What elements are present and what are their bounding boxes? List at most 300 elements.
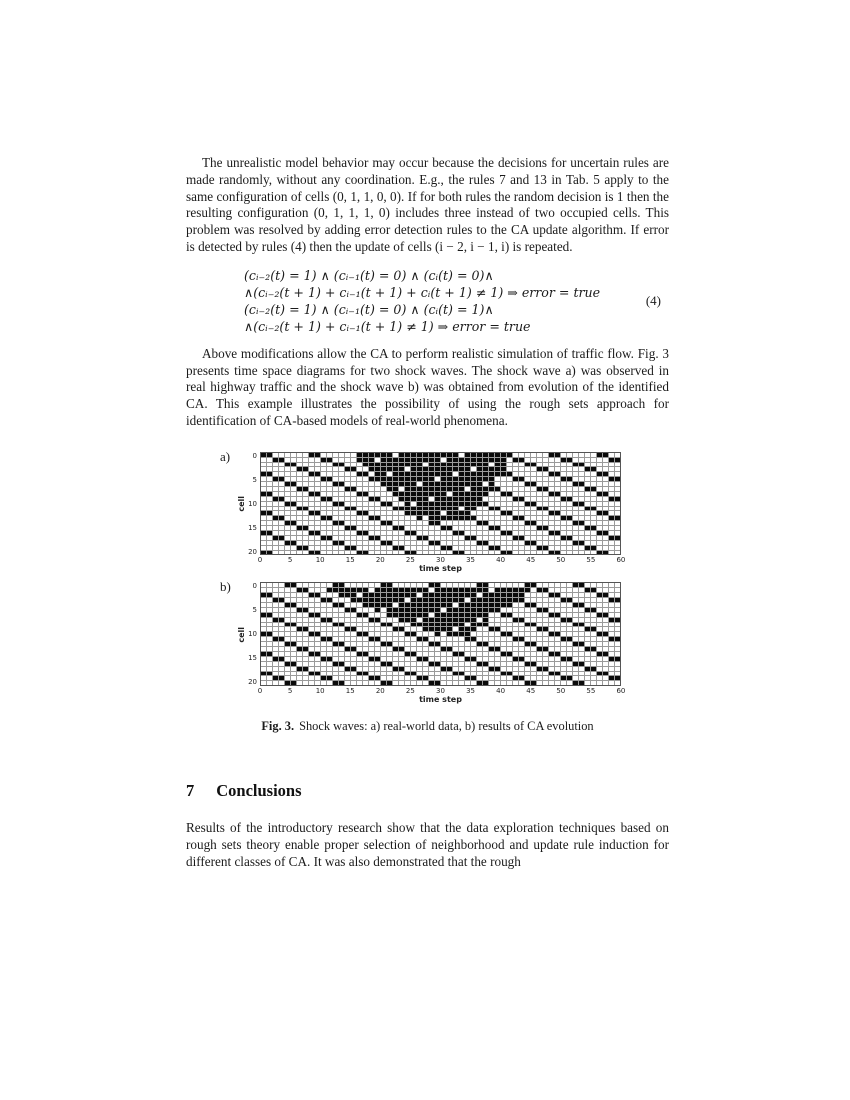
grid-cell <box>435 536 440 540</box>
grid-cell <box>405 583 410 587</box>
grid-cell <box>585 681 590 685</box>
grid-cell <box>285 536 290 540</box>
grid-cell <box>339 492 344 496</box>
grid-cell <box>297 458 302 462</box>
grid-cell <box>435 657 440 661</box>
grid-cell <box>495 536 500 540</box>
grid-cell <box>291 583 296 587</box>
grid-cell <box>453 647 458 651</box>
grid-cell <box>417 613 422 617</box>
grid-cell <box>261 583 266 587</box>
grid-cell <box>435 482 440 486</box>
grid-cell <box>327 652 332 656</box>
grid-cell <box>597 546 602 550</box>
grid-cell <box>567 521 572 525</box>
grid-cell <box>579 657 584 661</box>
grid-cell <box>441 652 446 656</box>
grid-cell <box>525 598 530 602</box>
grid-cell <box>393 623 398 627</box>
grid-cell <box>273 623 278 627</box>
grid-cell <box>537 546 542 550</box>
grid-cell <box>273 551 278 555</box>
grid-cell <box>501 541 506 545</box>
grid-cell <box>477 598 482 602</box>
grid-cell <box>267 467 272 471</box>
grid-cell <box>585 603 590 607</box>
grid-cell <box>399 531 404 535</box>
grid-cell <box>441 546 446 550</box>
grid-cell <box>333 637 338 641</box>
grid-cell <box>381 676 386 680</box>
grid-cell <box>291 593 296 597</box>
grid-cell <box>537 487 542 491</box>
grid-cell <box>429 583 434 587</box>
grid-cell <box>459 637 464 641</box>
grid-cell <box>267 516 272 520</box>
grid-cell <box>411 497 416 501</box>
x-tick: 35 <box>466 687 475 696</box>
grid-cell <box>483 676 488 680</box>
grid-cell <box>477 637 482 641</box>
grid-cell <box>597 487 602 491</box>
grid-cell <box>567 662 572 666</box>
grid-cell <box>489 667 494 671</box>
grid-cell <box>273 497 278 501</box>
grid-cell <box>321 482 326 486</box>
grid-cell <box>567 627 572 631</box>
grid-cell <box>405 511 410 515</box>
grid-cell <box>321 598 326 602</box>
grid-cell <box>561 642 566 646</box>
grid-cell <box>591 511 596 515</box>
grid-cell <box>411 598 416 602</box>
grid-cell <box>399 541 404 545</box>
grid-cell <box>585 676 590 680</box>
grid-cell <box>405 526 410 530</box>
grid-cell <box>549 511 554 515</box>
grid-cell <box>579 652 584 656</box>
grid-cell <box>537 541 542 545</box>
grid-cell <box>609 492 614 496</box>
grid-cell <box>273 507 278 511</box>
grid-cell <box>495 472 500 476</box>
grid-cell <box>405 667 410 671</box>
grid-cell <box>303 551 308 555</box>
grid-cell <box>339 667 344 671</box>
grid-cell <box>423 583 428 587</box>
grid-cell <box>351 526 356 530</box>
grid-cell <box>423 603 428 607</box>
x-tick: 25 <box>405 556 415 565</box>
grid-cell <box>507 627 512 631</box>
grid-cell <box>417 667 422 671</box>
grid-cell <box>291 681 296 685</box>
grid-cell <box>573 627 578 631</box>
grid-cell <box>447 642 452 646</box>
grid-cell <box>519 623 524 627</box>
grid-cell <box>591 657 596 661</box>
grid-cell <box>399 647 404 651</box>
grid-cell <box>609 637 614 641</box>
grid-cell <box>573 526 578 530</box>
grid-cell <box>543 672 548 676</box>
grid-cell <box>465 623 470 627</box>
grid-cell <box>423 516 428 520</box>
grid-cell <box>327 467 332 471</box>
grid-cell <box>489 511 494 515</box>
grid-cell <box>375 618 380 622</box>
grid-cell <box>285 482 290 486</box>
grid-cell <box>513 516 518 520</box>
grid-cell <box>483 487 488 491</box>
grid-cell <box>387 618 392 622</box>
grid-cell <box>429 637 434 641</box>
grid-cell <box>351 676 356 680</box>
grid-cell <box>381 482 386 486</box>
grid-cell <box>315 477 320 481</box>
grid-cell <box>495 502 500 506</box>
grid-cell <box>393 541 398 545</box>
grid-cell <box>273 598 278 602</box>
grid-cell <box>525 657 530 661</box>
grid-cell <box>477 588 482 592</box>
grid-cell <box>327 458 332 462</box>
grid-cell <box>513 667 518 671</box>
grid-cell <box>459 502 464 506</box>
grid-cell <box>549 463 554 467</box>
y-tick: 0 <box>252 582 257 591</box>
grid-cell <box>297 657 302 661</box>
grid-cell <box>453 492 458 496</box>
grid-cell <box>417 642 422 646</box>
grid-cell <box>597 467 602 471</box>
grid-cell <box>303 463 308 467</box>
grid-cell <box>501 551 506 555</box>
x-tick: 50 <box>556 687 566 696</box>
grid-cell <box>273 588 278 592</box>
grid-cell <box>393 507 398 511</box>
grid-cell <box>465 497 470 501</box>
grid-cell <box>543 463 548 467</box>
grid-cell <box>303 487 308 491</box>
grid-cell <box>471 618 476 622</box>
grid-cell <box>549 593 554 597</box>
grid-cell <box>285 507 290 511</box>
grid-cell <box>357 482 362 486</box>
grid-cell <box>351 588 356 592</box>
grid-cell <box>519 502 524 506</box>
grid-cell <box>585 647 590 651</box>
grid-cell <box>459 667 464 671</box>
grid-cell <box>351 637 356 641</box>
grid-cell <box>381 536 386 540</box>
grid-cell <box>393 526 398 530</box>
grid-cell <box>345 477 350 481</box>
grid-cell <box>285 642 290 646</box>
grid-cell <box>579 453 584 457</box>
grid-cell <box>285 467 290 471</box>
grid-cell <box>363 652 368 656</box>
grid-cell <box>447 487 452 491</box>
grid-cell <box>405 676 410 680</box>
grid-cell <box>363 603 368 607</box>
grid-cell <box>609 662 614 666</box>
grid-cell <box>417 502 422 506</box>
grid-cell <box>495 608 500 612</box>
grid-cell <box>519 632 524 636</box>
grid-cell <box>291 477 296 481</box>
grid-cell <box>537 603 542 607</box>
grid-cell <box>447 667 452 671</box>
grid-cell <box>351 463 356 467</box>
grid-cell <box>513 546 518 550</box>
grid-cell <box>285 647 290 651</box>
grid-cell <box>615 458 620 462</box>
grid-cell <box>471 551 476 555</box>
grid-cell <box>591 613 596 617</box>
grid-cell <box>591 662 596 666</box>
grid-cell <box>453 657 458 661</box>
grid-cell <box>471 657 476 661</box>
grid-cell <box>297 667 302 671</box>
grid-cell <box>363 667 368 671</box>
grid-cell <box>285 672 290 676</box>
grid-cell <box>345 608 350 612</box>
grid-cell <box>261 526 266 530</box>
grid-cell <box>273 632 278 636</box>
grid-cell <box>471 453 476 457</box>
grid-cell <box>585 482 590 486</box>
grid-cell <box>417 482 422 486</box>
grid-cell <box>597 637 602 641</box>
grid-cell <box>513 487 518 491</box>
grid-cell <box>381 467 386 471</box>
grid-cell <box>435 652 440 656</box>
grid-cell <box>561 613 566 617</box>
grid-cell <box>519 497 524 501</box>
grid-cell <box>357 492 362 496</box>
grid-cell <box>393 482 398 486</box>
grid-cell <box>597 453 602 457</box>
grid-cell <box>507 642 512 646</box>
grid-cell <box>423 521 428 525</box>
grid-cell <box>471 531 476 535</box>
grid-cell <box>351 472 356 476</box>
grid-cell <box>543 497 548 501</box>
grid-cell <box>585 511 590 515</box>
grid-cell <box>399 637 404 641</box>
grid-cell <box>561 667 566 671</box>
grid-cell <box>453 603 458 607</box>
grid-cell <box>519 588 524 592</box>
grid-cell <box>447 507 452 511</box>
grid-cell <box>447 463 452 467</box>
grid-cell <box>615 531 620 535</box>
grid-cell <box>417 652 422 656</box>
panel-b-label: b) <box>220 579 231 595</box>
grid-cell <box>561 482 566 486</box>
grid-cell <box>321 497 326 501</box>
grid-cell <box>615 477 620 481</box>
grid-cell <box>351 632 356 636</box>
grid-cell <box>597 583 602 587</box>
grid-cell <box>549 667 554 671</box>
grid-cell <box>489 662 494 666</box>
grid-cell <box>573 618 578 622</box>
grid-cell <box>375 667 380 671</box>
grid-cell <box>465 652 470 656</box>
grid-cell <box>579 593 584 597</box>
grid-cell <box>573 608 578 612</box>
figure-caption <box>186 719 669 734</box>
grid-cell <box>615 672 620 676</box>
grid-cell <box>297 492 302 496</box>
grid-cell <box>393 676 398 680</box>
grid-cell <box>363 536 368 540</box>
grid-cell <box>387 608 392 612</box>
grid-cell <box>579 662 584 666</box>
grid-cell <box>561 541 566 545</box>
grid-cell <box>453 502 458 506</box>
grid-cell <box>273 627 278 631</box>
grid-cell <box>615 613 620 617</box>
grid-cell <box>573 676 578 680</box>
grid-cell <box>585 623 590 627</box>
grid-cell <box>315 627 320 631</box>
grid-cell <box>393 487 398 491</box>
grid-cell <box>363 482 368 486</box>
grid-cell <box>609 603 614 607</box>
grid-cell <box>315 613 320 617</box>
grid-cell <box>549 521 554 525</box>
grid-cell <box>609 526 614 530</box>
grid-cell <box>291 453 296 457</box>
grid-cell <box>315 467 320 471</box>
grid-cell <box>465 482 470 486</box>
grid-cell <box>363 642 368 646</box>
grid-cell <box>525 588 530 592</box>
grid-cell <box>525 463 530 467</box>
grid-cell <box>291 511 296 515</box>
grid-cell <box>429 463 434 467</box>
grid-cell <box>423 551 428 555</box>
grid-cell <box>351 541 356 545</box>
grid-cell <box>537 613 542 617</box>
grid-cell <box>345 662 350 666</box>
grid-cell <box>321 511 326 515</box>
grid-cell <box>333 482 338 486</box>
grid-cell <box>495 642 500 646</box>
grid-cell <box>525 521 530 525</box>
grid-cell <box>579 511 584 515</box>
grid-cell <box>399 623 404 627</box>
grid-cell <box>543 598 548 602</box>
grid-cell <box>285 632 290 636</box>
grid-cell <box>315 546 320 550</box>
grid-cell <box>279 642 284 646</box>
grid-cell <box>555 588 560 592</box>
grid-cell <box>525 453 530 457</box>
grid-cell <box>309 546 314 550</box>
grid-cell <box>261 497 266 501</box>
grid-cell <box>411 676 416 680</box>
grid-cell <box>567 546 572 550</box>
grid-cell <box>423 676 428 680</box>
grid-cell <box>429 487 434 491</box>
grid-cell <box>543 623 548 627</box>
grid-cell <box>531 618 536 622</box>
x-tick: 30 <box>436 687 445 696</box>
grid-cell <box>561 603 566 607</box>
grid-cell <box>537 662 542 666</box>
grid-cell <box>261 546 266 550</box>
grid-cell <box>321 541 326 545</box>
grid-cell <box>387 593 392 597</box>
grid-cell <box>537 623 542 627</box>
grid-cell <box>519 507 524 511</box>
grid-cell <box>465 526 470 530</box>
grid-cell <box>333 627 338 631</box>
grid-cell <box>435 583 440 587</box>
grid-cell <box>585 458 590 462</box>
grid-cell <box>357 551 362 555</box>
grid-cell <box>303 667 308 671</box>
grid-cell <box>603 502 608 506</box>
grid-cell <box>567 511 572 515</box>
grid-cell <box>363 681 368 685</box>
grid-cell <box>375 516 380 520</box>
grid-cell <box>477 531 482 535</box>
grid-cell <box>381 637 386 641</box>
grid-cell <box>501 642 506 646</box>
grid-cell <box>381 511 386 515</box>
grid-cell <box>387 541 392 545</box>
grid-cell <box>273 613 278 617</box>
grid-cell <box>261 662 266 666</box>
grid-cell <box>321 632 326 636</box>
grid-cell <box>567 672 572 676</box>
grid-cell <box>417 526 422 530</box>
grid-cell <box>387 642 392 646</box>
grid-cell <box>591 681 596 685</box>
grid-cell <box>489 463 494 467</box>
grid-cell <box>603 667 608 671</box>
grid-cell <box>579 458 584 462</box>
grid-cell <box>471 536 476 540</box>
grid-cell <box>267 608 272 612</box>
grid-cell <box>369 608 374 612</box>
grid-cell <box>375 526 380 530</box>
grid-cell <box>549 467 554 471</box>
grid-cell <box>423 662 428 666</box>
grid-cell <box>297 526 302 530</box>
grid-cell <box>507 681 512 685</box>
grid-cell <box>315 642 320 646</box>
grid-cell <box>369 472 374 476</box>
grid-cell <box>543 551 548 555</box>
grid-cell <box>327 507 332 511</box>
grid-cell <box>399 618 404 622</box>
grid-cell <box>375 647 380 651</box>
grid-cell <box>309 657 314 661</box>
grid-cell <box>567 598 572 602</box>
grid-cell <box>393 598 398 602</box>
grid-cell <box>315 458 320 462</box>
grid-cell <box>495 588 500 592</box>
grid-cell <box>453 458 458 462</box>
grid-cell <box>615 546 620 550</box>
grid-cell <box>495 526 500 530</box>
